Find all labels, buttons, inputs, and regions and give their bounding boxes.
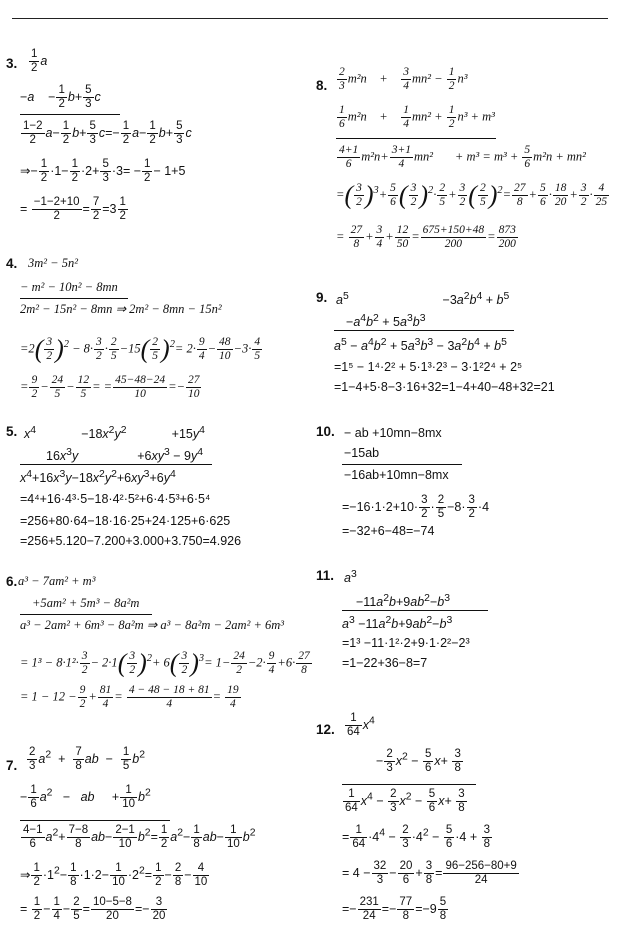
- substitute-line: =1⁵ − 1⁴·2² + 5·1³·2³ − 3·1²2⁴ + 2⁵: [334, 360, 523, 374]
- term-line-1: $x^4$ $-18x^2y^2$ $+15y^4$: [24, 425, 205, 442]
- term-line-1: $a^5$ $-3a^2b^4 + b^5$: [336, 291, 510, 308]
- term-line-2: −a − $\frac{1}{2}$ b+ $\frac{5}{3}$ c: [20, 84, 101, 110]
- result-line: = $\frac{-1-2+10}{2}$ = $\frac{7}{2}$ =3 $\frac{1}{2}$: [20, 196, 126, 222]
- term-line-2: − m² − 10n² − 8mn: [20, 280, 118, 294]
- sum-rule: [334, 330, 514, 331]
- term-line-1: $\frac{2}{3}$ $a^2$ + $\frac{7}{8}$ ab − $\frac{1}{5}$ $b^2$: [29, 746, 146, 772]
- sum-rule: [20, 820, 170, 821]
- substitute-line: =( $\frac{3}{2}$ )$^3$+ $\frac{5}{6}$ ( $\frac{3}{2}$ )$^2$· $\frac{2}{5}$ + $\frac{3}{2}$ ( $\frac{2}{5}$ )$^2$= $\frac{27}{8}$ + $\frac{5}{6}$ · $\frac{18}{20}$ + $\frac{3}{2}$ · $\frac{4}{25}$: [336, 180, 608, 210]
- substitute-line: =2( $\frac{3}{2}$ )$^2$ − 8· $\frac{3}{2}$ · $\frac{2}{5}$ −15( $\frac{2}{5}$ )$^2$= 2· $\frac{9}{4}$ − $\frac{48}{10}$ −3· $\frac{4}{5}$: [20, 334, 261, 364]
- term-line-1: 3m² − 5n²: [28, 256, 78, 270]
- top-rule: [12, 18, 608, 19]
- problem-number: 6.: [6, 574, 18, 589]
- substitute-line: =1³ −11·1²·2+9·1·2²−2³: [342, 636, 470, 650]
- term-line-2: $-a^4b^2 + 5a^3b^3$: [346, 313, 426, 330]
- sum-line: $\frac{1}{64}$ $x^4$ − $\frac{2}{3}$ $x^2$ − $\frac{5}{6}$ x+ $\frac{3}{8}$: [345, 788, 465, 814]
- sum-line: a³ − 2am² + 6m³ − 8a²m ⇒ a³ − 8a²m − 2am² + 6m³: [20, 618, 285, 632]
- substitute-line: = $\frac{1}{64}$ $\cdot 4^4$ − $\frac{2}{3}$ $\cdot 4^2$ − $\frac{5}{6}$ ·4 + $\frac{3}{8}$: [342, 824, 491, 850]
- problem-number: 12.: [316, 722, 335, 737]
- result-line: =256+5.120−7.200+3.000+3.750=4.926: [20, 534, 242, 548]
- sum-line: $a^3 -11a^2b+9ab^2-b^3$: [342, 615, 453, 632]
- term-line-1: − ab +10mn−8mx: [344, 426, 442, 440]
- term-line-1: $\frac{2}{3}$ m²n + $\frac{3}{4}$ mn² − $\frac{1}{2}$ n³: [339, 66, 468, 92]
- result-line: =1−22+36−8=7: [342, 656, 428, 670]
- term-line-1: $\frac{1}{2}$ a: [31, 48, 48, 74]
- calc-line-1: =4⁴+16·4³·5−18·4²·5²+6·4·5³+6·5⁴: [20, 492, 211, 506]
- sum-rule: [20, 614, 152, 615]
- sum-rule: [342, 610, 488, 611]
- term-line-1: $\frac{1}{64}$ $x^4$: [347, 712, 375, 738]
- term-line-2: +5am² + 5m³ − 8a²m: [32, 596, 140, 610]
- term-line-1: a³ − 7am² + m³: [18, 574, 96, 588]
- sum-line: $\frac{4+1}{6}$ m²n+ $\frac{3+1}{4}$ mn² + m³ = m³ + $\frac{5}{6}$ m²n + mn²: [339, 144, 586, 170]
- problem-number: 9.: [316, 290, 328, 305]
- sum-line: $a^5 - a^4b^2 + 5a^3b^3 - 3a^2b^4 + b^5$: [334, 337, 507, 354]
- result-line: = $\frac{1}{2}$ − $\frac{1}{4}$ − $\frac{2}{5}$ = $\frac{10-5-8}{20}$ =− $\frac{3}{20}$: [20, 896, 166, 922]
- substitute-line: =−16·1·2+10· $\frac{3}{2}$ · $\frac{2}{5}$ −8· $\frac{3}{2}$ ·4: [342, 494, 490, 520]
- problem-number: 4.: [6, 256, 18, 271]
- sum-line: 2m² − 15n² − 8mn ⇒ 2m² − 8mn − 15n²: [20, 302, 222, 316]
- sum-line: $\frac{4-1}{6}$ $a^2+$ $\frac{7-8}{8}$ ab− $\frac{2-1}{10}$ $b^2=$ $\frac{1}{2}$ $a^2-$ $\frac{1}{8}$ ab− $\frac{1}{10}$ $b^2$: [23, 824, 256, 850]
- problem-number: 8.: [316, 78, 328, 93]
- term-line-2: $-11a^2b+9ab^2-b^3$: [356, 593, 451, 610]
- sum-line: $\frac{1-2}{2}$ a− $\frac{1}{2}$ b+ $\frac{5}{3}$ c=− $\frac{1}{2}$ a− $\frac{1}{2}$ b+ $\frac{5}{3}$ c: [23, 120, 192, 146]
- problem-number: 11.: [316, 568, 335, 583]
- term-line-2: −15ab: [344, 446, 380, 460]
- sum-rule: [20, 114, 120, 115]
- problem-number: 5.: [6, 424, 18, 439]
- sum-rule: [336, 138, 496, 139]
- term-line-2: − $\frac{1}{6}$ $a^2$ − ab + $\frac{1}{10}$ $b^2$: [20, 784, 151, 810]
- term-line-1: $a^3$: [344, 569, 357, 586]
- calc-line-2: =256+80·64−18·16·25+24·125+6·625: [20, 514, 231, 528]
- result-line: = $\frac{9}{2}$ − $\frac{24}{5}$ − $\frac{12}{5}$ = = $\frac{45-48-24}{10}$ =− $\frac{27}{10}$: [20, 374, 200, 400]
- problem-number: 10.: [316, 424, 335, 439]
- sum-rule: [20, 464, 212, 465]
- sum-rule: [342, 464, 462, 465]
- result-line: = 1 − 12 − $\frac{9}{2}$ + $\frac{81}{4}$ = $\frac{4 - 48 - 18 + 81}{4}$ = $\frac{19}{4}$: [20, 684, 239, 710]
- result-line: =−32+6−48=−74: [342, 524, 435, 538]
- term-line-2: − $\frac{2}{3}$ $x^2$ − $\frac{5}{6}$ x+ $\frac{3}{8}$: [376, 748, 461, 774]
- problem-number: 3.: [6, 56, 18, 71]
- calc-line: = 4 − $\frac{32}{3}$ − $\frac{20}{6}$ + $\frac{3}{8}$ = $\frac{96-256-80+9}{24}$: [342, 860, 517, 886]
- substitute-line: ⇒− $\frac{1}{2}$ ·1− $\frac{1}{2}$ ·2+ $\frac{5}{3}$ ·3= − $\frac{1}{2}$ − 1+5: [20, 158, 186, 184]
- term-line-2: $\frac{1}{6}$ m²n + $\frac{1}{4}$ mn² + $\frac{1}{2}$ n³ + m³: [339, 104, 495, 130]
- term-line-2: $16x^3y$ $+6xy^3 - 9y^4$: [46, 447, 204, 464]
- sum-line: $x^4+16x^3y-18x^2y^2+6xy^3+6y^4$: [20, 469, 176, 486]
- substitute-line: = 1³ − 8·1²· $\frac{3}{2}$ − 2·1( $\frac{3}{2}$ )$^2$+ 6( $\frac{3}{2}$ )$^3$= 1− $\frac{24}{2}$ −2· $\frac{9}{4}$ +6· $\frac{27}{8}$: [20, 648, 310, 678]
- result-line: =1−4+5·8−3·16+32=1−4+40−48+32=21: [334, 380, 555, 394]
- substitute-line: ⇒ $\frac{1}{2}$ $\cdot 1^2-$ $\frac{1}{8}$ ·1·2− $\frac{1}{10}$ $\cdot 2^2=$ $\frac{1}{2}$ − $\frac{2}{8}$ − $\frac{4}{10}$: [20, 862, 208, 888]
- result-line: =− $\frac{231}{24}$ =− $\frac{77}{8}$ =−9 $\frac{5}{8}$: [342, 896, 447, 922]
- problem-number: 7.: [6, 758, 18, 773]
- sum-line: −16ab+10mn−8mx: [344, 468, 449, 482]
- result-line: = $\frac{27}{8}$ + $\frac{3}{4}$ + $\frac{12}{50}$ = $\frac{675+150+48}{200}$ = $\frac{873}{200}$: [336, 224, 516, 250]
- sum-rule: [342, 784, 476, 785]
- sum-rule: [20, 298, 128, 299]
